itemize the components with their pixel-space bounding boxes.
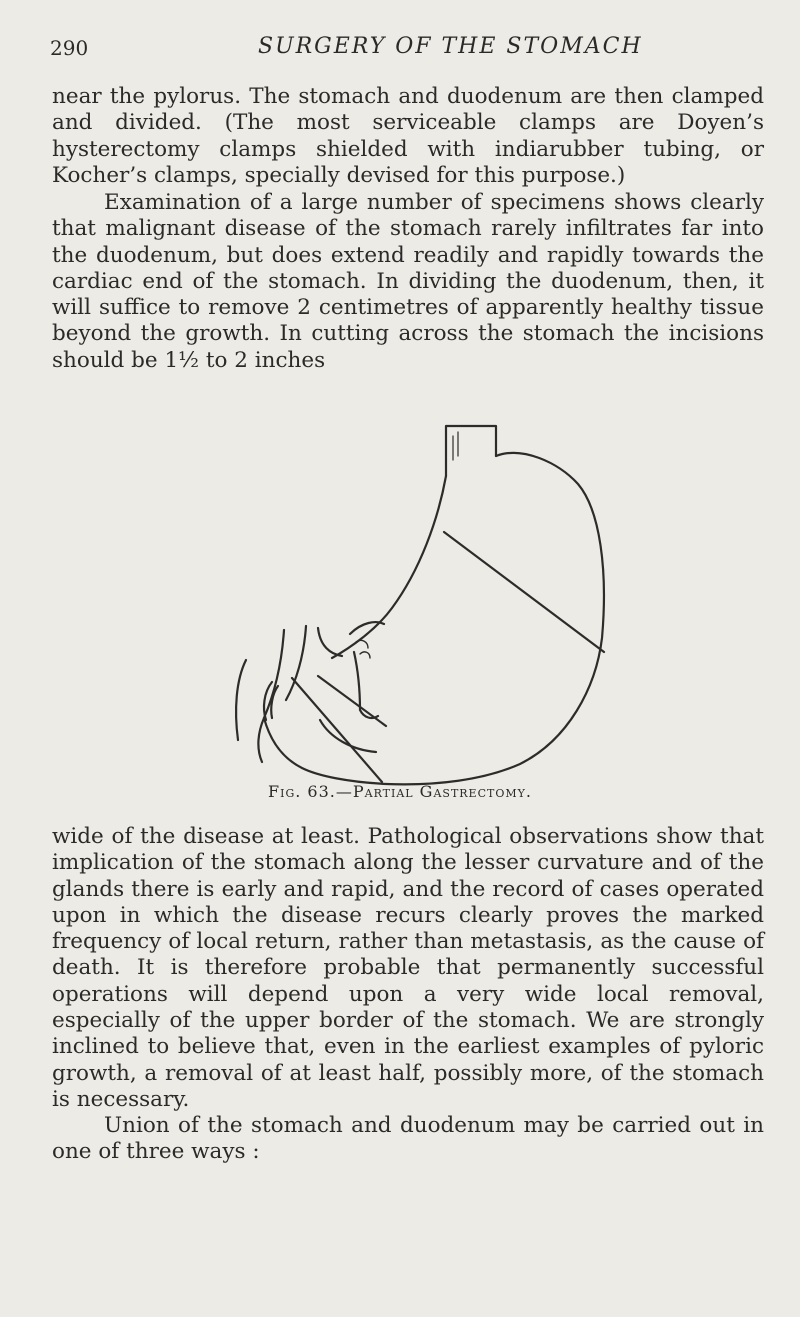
lesser-curvature — [332, 476, 446, 658]
paragraph-1: near the pylorus. The stomach and duodenum are then clamped and divided. (The most serviceable clamps are Doyen’s hysterectomy clamps shielded with indiarubber tubing, or Kocher’s clamps, specially devised for this purpose.) — [52, 84, 764, 188]
lower-loop — [320, 720, 376, 752]
paragraph-3: wide of the disease at least. Pathological observations show that implication of the stomach along the lesser curvature and of the glands there is early and rapid, and the record of cases operated upon in which the disease recurs clearly proves the marked frequency of local return, rather than metastasis, as the cause of death. It is therefore probable that permanently successful operations will depend upon a very wide local removal, especially of the upper border of the stomach. We are strongly inclined to believe that, even in the earliest examples of pyloric growth, a removal of at least half, possibly more, of the stomach is necessary. — [52, 824, 764, 1112]
esophagus-clamp — [453, 432, 458, 460]
paragraph-4: Union of the stomach and duodenum may be carried out in one of three ways : — [52, 1113, 764, 1165]
clamp-jaw — [356, 640, 370, 658]
page-header — [50, 30, 770, 66]
incision-line-3 — [292, 678, 382, 782]
stomach-diagram — [200, 420, 620, 800]
running-head: SURGERY OF THE STOMACH — [258, 34, 643, 59]
figure-caption: Fig. 63.—Partial Gastrectomy. — [268, 782, 532, 801]
page-number: 290 — [50, 36, 89, 60]
duodenum-inner — [286, 626, 306, 700]
paragraph-2: Examination of a large number of specimens shows clearly that malignant disease of the stomach rarely infiltrates far into the duodenum, but does extend readily and rapidly towards the cardiac end of the stomach. In dividing the duodenum, then, it will suffice to remove 2 centimetres of apparently healthy tissue beyond the growth. In cutting across the stomach the incisions should be 1½ to 2 inches — [52, 190, 764, 373]
greater-curvature — [264, 453, 604, 784]
duodenum-outline — [258, 630, 284, 762]
partial-gastrectomy-illustration — [200, 420, 620, 800]
left-wall — [236, 660, 246, 740]
incision-line-1 — [444, 532, 604, 652]
pylorus-fold — [318, 628, 342, 656]
